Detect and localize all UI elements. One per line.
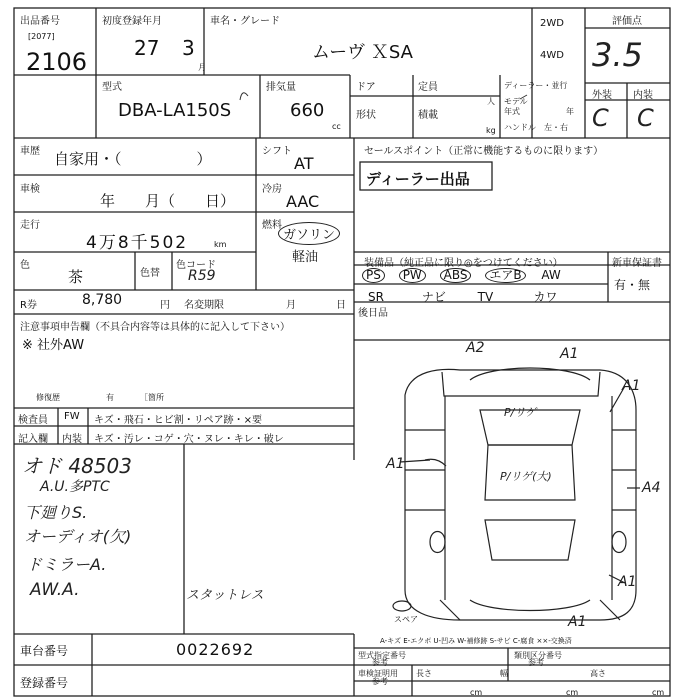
equipment-label: 装備品（純正品に限り◎をつけてください） <box>364 258 563 269</box>
fuel-label: 燃料 <box>262 220 282 231</box>
length-label: 長さ <box>416 669 432 678</box>
model-year-label2: 年式 <box>504 107 520 116</box>
mark-a2: A2 <box>466 340 485 356</box>
mileage-unit: km <box>214 240 227 249</box>
name-change-day: 日 <box>336 300 346 311</box>
handle-label: ハンドル <box>504 123 536 132</box>
first-reg-label: 初度登録年月 <box>102 16 162 27</box>
class-label: 類別区分番号 <box>514 651 562 660</box>
mark-a4: A4 <box>642 480 661 496</box>
grade-label: 評価点 <box>612 16 642 27</box>
color-change-label: 色替 <box>140 268 160 279</box>
fuel-value-2: 軽油 <box>292 250 319 265</box>
equip-ps: PS <box>362 268 385 283</box>
warranty-label: 新車保証書 <box>612 258 662 269</box>
mark-interior-1: P/リゲ <box>504 406 537 419</box>
car-name-label: 車名・グレード <box>210 16 280 27</box>
dealer-label: ディーラー・並行 <box>504 81 568 90</box>
equip-navi: ナビ <box>421 290 446 304</box>
width-unit: cm <box>566 688 579 697</box>
inspector-fw: FW <box>64 411 80 422</box>
recycle-unit: 円 <box>160 300 170 311</box>
equip-abs: ABS <box>440 268 472 283</box>
inspection-value: 年 月（ 日） <box>100 192 236 210</box>
chassis-value: 0022692 <box>176 640 255 659</box>
shift-value: AT <box>294 154 314 173</box>
ac-value: AAC <box>286 192 320 211</box>
exterior-grade: C <box>592 104 609 132</box>
equip-airbag: エアB <box>485 268 525 283</box>
lot-label: 出品番号 <box>20 16 60 27</box>
inspector-label: 検査員 <box>18 415 48 426</box>
mark-interior-2: P/リゲ(大) <box>500 470 552 483</box>
inspector-items-2: キズ・汚レ・コゲ・穴・ヌレ・キレ・破レ <box>94 434 284 445</box>
cert-label: 車検証明用 <box>358 669 398 678</box>
inspector-interior: 内装 <box>62 434 82 445</box>
spare-label: スペア <box>394 615 418 624</box>
model-year-label1: モデル <box>504 97 528 106</box>
shape-label: 形状 <box>356 110 376 121</box>
chassis-label: 車台番号 <box>20 644 69 658</box>
mileage-value: 4万8千502 <box>86 233 189 253</box>
displacement-value: 660 <box>290 100 325 121</box>
fuel-value: ガソリン <box>278 222 340 245</box>
hand-line-6b: スタットレス <box>186 588 264 603</box>
name-change-unit: 月 <box>286 300 296 311</box>
cert-ref: 参考 <box>372 677 388 686</box>
mark-a1-right-bottom: A1 <box>618 574 637 590</box>
type-spec-label: 型式指定番号 <box>358 651 406 660</box>
damage-legend: A-キズ E-エクボ U-凹み W-補修跡 S-サビ C-腐食 ××-交換済 <box>380 637 572 645</box>
equip-sr: SR <box>368 290 384 304</box>
recycle-value: 8,780 <box>82 292 123 308</box>
repair-label: 修復歴 <box>36 393 60 402</box>
hand-line-4: オーディオ(欠) <box>24 527 132 546</box>
hand-line-6: AW.A. <box>30 580 80 600</box>
mark-a1-left: A1 <box>386 456 405 472</box>
color-value: 茶 <box>68 268 84 286</box>
sales-value: ディーラー出品 <box>366 170 470 188</box>
mark-a1-top: A1 <box>560 346 579 362</box>
equip-pw: PW <box>399 268 426 283</box>
model-value: DBA-LA150S <box>118 100 232 121</box>
reg-year: 27 <box>134 36 160 60</box>
color-code-label: 色コード <box>176 260 216 271</box>
notes-label: 注意事項申告欄（不具合内容等は具体的に記入して下さい） <box>20 322 290 333</box>
capacity-unit: 人 <box>487 97 495 106</box>
reg-month: 3 <box>182 36 195 60</box>
inspector-items-1: キズ・飛石・ヒビ割・リペア跡・×要 <box>94 415 262 426</box>
drive-2wd: 2WD <box>540 18 564 29</box>
class-ref: 参考 <box>528 658 544 667</box>
lot-sub: [2077] <box>28 32 55 41</box>
lot-number: 2106 <box>26 48 88 76</box>
grade-value: 3.5 <box>592 36 643 74</box>
recycle-label: R券 <box>20 300 37 311</box>
model-year-unit: 年 <box>566 107 574 116</box>
hand-line-1: オド 48503 <box>22 454 132 478</box>
name-change-label: 名変期限 <box>184 300 224 311</box>
height-unit: cm <box>652 688 665 697</box>
mileage-label: 走行 <box>20 220 40 231</box>
type-spec-ref: 参考 <box>372 658 388 667</box>
inspection-label: 車検 <box>20 184 40 195</box>
shift-label: シフト <box>262 146 292 157</box>
reg-month-unit: 月 <box>198 63 206 72</box>
equipment-row-1 <box>362 268 561 283</box>
capacity-label: 定員 <box>418 82 438 93</box>
equip-leather: カワ <box>533 290 558 304</box>
length-unit: cm <box>470 688 483 697</box>
hand-line-2: A.U.多PTC <box>40 479 110 495</box>
width-label: 幅 <box>500 669 508 678</box>
color-label: 色 <box>20 260 30 271</box>
equip-aw: AW <box>541 268 561 282</box>
mark-a1-bottom: A1 <box>568 614 587 630</box>
mark-a1-right-top: A1 <box>622 378 641 394</box>
model-label: 型式 <box>102 82 122 93</box>
warranty-value: 有・無 <box>614 278 651 292</box>
sales-label: セールスポイント（正常に機能するものに限ります） <box>364 146 604 157</box>
interior-grade: C <box>637 104 654 132</box>
drive-4wd: 4WD <box>540 50 564 61</box>
displacement-unit: cc <box>332 122 341 131</box>
repair-bracket: ［箇所 <box>140 393 164 402</box>
hand-line-5: ドミラーA. <box>26 555 107 574</box>
record-label: 記入欄 <box>18 434 48 445</box>
equip-tv: TV <box>477 290 494 304</box>
car-name: ムーヴ ＸSA <box>312 42 413 63</box>
usage-value: 自家用・（ ） <box>54 150 212 168</box>
height-label: 高さ <box>590 669 606 678</box>
repair-value: 有 <box>106 393 114 402</box>
displacement-label: 排気量 <box>266 82 296 93</box>
registration-label: 登録番号 <box>20 676 69 690</box>
exterior-label: 外装 <box>592 90 612 101</box>
interior-label: 内装 <box>633 90 653 101</box>
equipment-row-2 <box>368 288 558 305</box>
hand-line-3: 下廻りS. <box>24 503 88 522</box>
load-label: 積載 <box>418 110 438 121</box>
color-code-value: R59 <box>188 268 216 284</box>
after-items-label: 後日品 <box>358 308 388 319</box>
ac-label: 冷房 <box>262 184 282 195</box>
usage-label: 車歴 <box>20 146 40 157</box>
handle-value: 左・右 <box>544 123 568 132</box>
door-label: ドア <box>356 82 376 93</box>
load-unit: kg <box>486 126 496 135</box>
notes-value: ※ 社外AW <box>22 338 85 353</box>
